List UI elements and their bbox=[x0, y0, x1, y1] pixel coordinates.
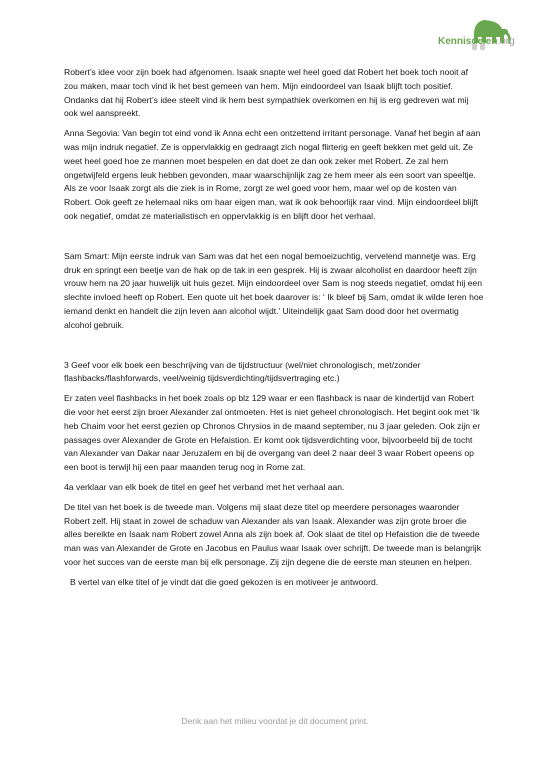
paragraph-anna-segovia: Anna Segovia: Van begin tot eind vond ik Anna echt een ontzettend irritant personage. Vanaf het begin af aan was mijn indruk negatief. Ze is oppervlakkig en gedraagt zich nogal flirterig en geeft bekken met geld uit. Ze weet heel goed hoe ze mannen moet bespelen en dat doet ze dan ook zeker met Robert. Ze zal hem ongetwijfeld ergens leuk hebben gevonden, maar waarschijnlijk zag ze hem meer als een soort van speeltje. Als ze voor Isaak zorgt als die ziek is in Rome, zorgt ze wel goed voor hem, maar wel op de kosten van Robert. Ook geeft ze helemaal niks om haar eigen man, wat ik ook behoorlijk raar vind. Mijn eindoordeel blijft ook negatief, omdat ze materialistisch en oppervlakkig is en blijft door het verhaal. bbox=[64, 128, 481, 221]
document-body bbox=[64, 66, 484, 596]
answer-3: Er zaten veel flashbacks in het boek zoals op blz 129 waar er een flashback is naar de kindertijd van Robert die voor het eerst zijn broer Alexander zal ontmoeten. Het is niet geheel chronologisch. Het begint ook met ‘Ik heb Chaim voor het eerst gezien op Chronos Chrysios in de maand september, nu 3 jaar geleden. Ook zijn er passages over Alexander de Grote en Hefaistion. Er komt ook tijdsverdichting voor, bijvoorbeeld bij de tocht van Alexander van Dakar naar Jeruzalem en bij de overgang van deel 2 naar deel 3 waar Robert opeens op een boot is terwijl hij een paar maanden terug nog in Rome zat. bbox=[64, 393, 481, 473]
question-4a: 4a verklaar van elk boek de titel en geef het verband met het verhaal aan. bbox=[64, 481, 345, 492]
footer-note: Denk aan het milieu voordat je dit document print. bbox=[181, 716, 369, 726]
question-4b: B vertel van elke titel of je vindt dat die goed gekozen is en motiveer je antwoord. bbox=[70, 576, 379, 587]
answer-4a: De titel van het boek is de tweede man. Volgens mij slaat deze titel op meerdere personages waaronder Robert zelf. Hij staat in zowel de schaduw van Alexander als van Isaak. Alexander was zijn grote broer die alles bereikte en Isaak nam Robert zowel Anna als zijn boek af. Ook slaat de titel op Hefaistion die de tweede man was van Alexander de Grote en Jacobus en Paulus waar Isaak over schrijft. De tweede man is belangrijk voor het succes van de eerste man bij elk personage. Zij zijn degene die de eerste man steunen en helpen. bbox=[64, 501, 482, 567]
logo-wordmark: Kennisdelen.org bbox=[438, 36, 515, 47]
question-3: 3 Geef voor elk boek een beschrijving van de tijdstructuur (wel/niet chronologisch, met/zonder flashbacks/flashforwards, veel/weinig tijdsverdichting/tijdsvertraging etc.) bbox=[64, 359, 421, 384]
kennisdelen-logo bbox=[420, 18, 528, 52]
paragraph-sam-smart: Sam Smart: Mijn eerste indruk van Sam was dat het een nogal bemoeizuchtig, vervelend mannetje was. Erg druk en springt een beetje van de hak op de tak in een gesprek. Hij is zwaar alcoholist en daardoor heeft zijn vrouw hem na 20 jaar huwelijk uit huis gezet. Mijn eindoordeel over Sam is nog steeds negatief, omdat hij een slechte invloed heeft op Robert. Een quote uit het boek daarover is: ‘ Ik bleef bij Sam, omdat ik wilde leren hoe iemand denkt en handelt die zijn leven aan alcohol wijdt.’ Uiteindelijk gaat Sam dood door het overmatig alcohol gebruik. bbox=[64, 250, 484, 330]
paragraph-isaak-conclusion: Robert’s idee voor zijn boek had afgenomen. Isaak snapte wel heel goed dat Robert het boek toch nooit af zou maken, maar toch vind ik het best gemeen van hem. Mijn eindoordeel van Isaak blijft toch positief. Ondanks dat hij Robert’s idee steelt vind ik hem best sympathiek overkomen en hij is erg gedreven wat mij ook wel aanspreekt. bbox=[64, 67, 469, 119]
